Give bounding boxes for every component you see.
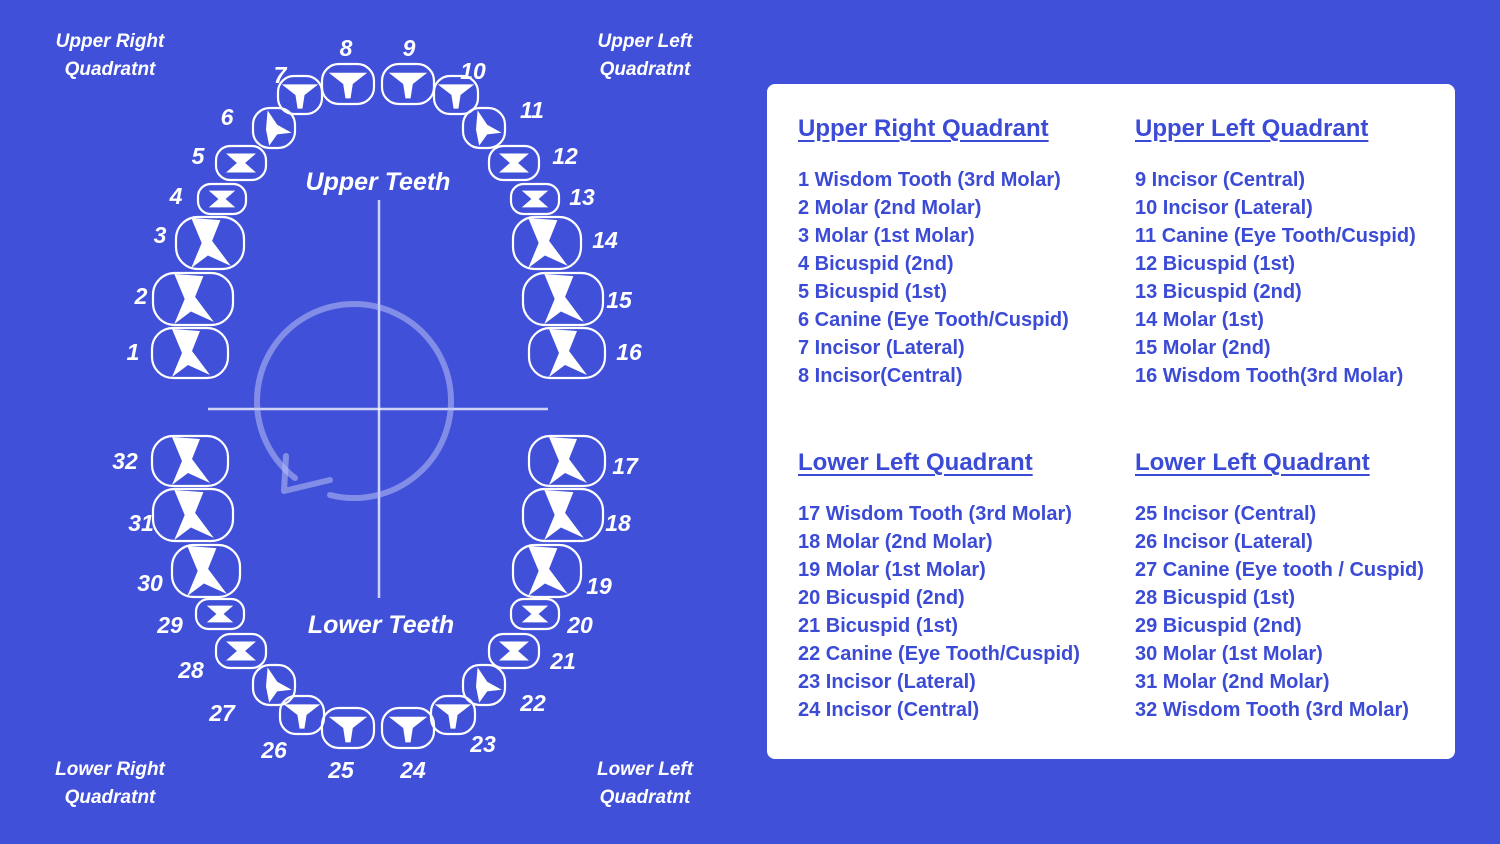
tooth-30 xyxy=(172,545,240,597)
corner-label-line: Quadratnt xyxy=(64,787,156,808)
legend-panel xyxy=(767,84,1455,759)
tooth-27 xyxy=(253,665,295,705)
tooth-crown-molar xyxy=(549,329,587,377)
tooth-number-label: 2 xyxy=(134,283,148,309)
tooth-list-item: 14 Molar (1st) xyxy=(1135,309,1264,331)
quadrant-title: Upper Right Quadrant xyxy=(798,115,1049,142)
tooth-list xyxy=(1135,166,1465,390)
tooth-crown-molar xyxy=(191,218,231,268)
tooth-list-item: 7 Incisor (Lateral) xyxy=(798,337,965,359)
tooth-number-label: 14 xyxy=(592,227,618,253)
tooth-crown-incisor xyxy=(389,717,427,743)
tooth-list xyxy=(1135,500,1465,724)
tooth-2 xyxy=(153,273,233,325)
tooth-list-item: 23 Incisor (Lateral) xyxy=(798,671,976,693)
corner-label-line: Lower Left xyxy=(596,759,694,780)
tooth-number-label: 30 xyxy=(137,570,163,596)
tooth-crown-incisor xyxy=(438,84,474,108)
tooth-list-item: 29 Bicuspid (2nd) xyxy=(1135,615,1302,637)
tooth-crown-bicuspid xyxy=(522,606,548,623)
tooth-crown-incisor xyxy=(284,704,320,728)
tooth-number-label: 4 xyxy=(169,183,183,209)
tooth-3 xyxy=(176,217,244,269)
tooth-number-label: 17 xyxy=(612,453,638,479)
tooth-number-label: 16 xyxy=(616,339,642,365)
tooth-list-item: 21 Bicuspid (1st) xyxy=(798,615,959,637)
tooth-list-item: 13 Bicuspid (2nd) xyxy=(1135,281,1302,303)
tooth-19 xyxy=(513,545,581,597)
upper-teeth-label: Upper Teeth xyxy=(305,168,451,196)
tooth-number-label: 13 xyxy=(569,184,595,210)
tooth-list-item: 9 Incisor (Central) xyxy=(1135,169,1306,191)
tooth-16 xyxy=(529,328,605,378)
tooth-29 xyxy=(196,599,244,629)
tooth-crown-molar xyxy=(172,437,210,485)
tooth-crown-molar xyxy=(172,329,210,377)
tooth-list-item: 19 Molar (1st Molar) xyxy=(798,559,986,581)
center-guides xyxy=(208,200,548,598)
tooth-number-label: 9 xyxy=(402,35,416,61)
legend-lower-left-quadrant-b xyxy=(1135,448,1465,724)
corner-label-line: Upper Right xyxy=(55,31,165,52)
lower-left-corner-label xyxy=(575,756,715,812)
tooth-crown-bicuspid xyxy=(209,191,235,208)
tooth-list-item: 22 Canine (Eye Tooth/Cuspid) xyxy=(798,643,1080,665)
tooth-crown-incisor xyxy=(282,84,318,108)
quadrant-title: Upper Left Quadrant xyxy=(1135,115,1369,142)
tooth-number-label: 10 xyxy=(460,58,486,84)
tooth-11 xyxy=(463,108,505,148)
tooth-crown-molar xyxy=(174,490,214,540)
tooth-crown-incisor xyxy=(329,73,367,99)
corner-label-line: Quadratnt xyxy=(599,59,691,80)
tooth-15 xyxy=(523,273,603,325)
tooth-crown-molar xyxy=(544,274,584,324)
tooth-list-item: 27 Canine (Eye tooth / Cuspid) xyxy=(1135,559,1424,581)
tooth-12 xyxy=(489,146,539,180)
tooth-crown-bicuspid xyxy=(226,153,256,172)
tooth-crown-molar xyxy=(549,437,587,485)
tooth-21 xyxy=(489,634,539,668)
tooth-number-label: 11 xyxy=(520,97,544,123)
tooth-31 xyxy=(153,489,233,541)
tooth-crown-incisor xyxy=(329,717,367,743)
tooth-4 xyxy=(198,184,246,214)
tooth-number-label: 26 xyxy=(261,737,287,763)
tooth-crown-molar xyxy=(544,490,584,540)
tooth-number-label: 25 xyxy=(328,757,354,783)
tooth-number-label: 7 xyxy=(273,62,287,88)
tooth-list-item: 18 Molar (2nd Molar) xyxy=(798,531,993,553)
tooth-crown-incisor xyxy=(389,73,427,99)
tooth-list-item: 31 Molar (2nd Molar) xyxy=(1135,671,1330,693)
tooth-crown-bicuspid xyxy=(499,641,529,660)
upper-right-corner-label xyxy=(40,28,180,84)
corner-label-line: Upper Left xyxy=(597,31,693,52)
tooth-list xyxy=(798,500,1128,724)
tooth-list-item: 28 Bicuspid (1st) xyxy=(1135,587,1296,609)
legend-upper-left-quadrant xyxy=(1135,114,1465,390)
tooth-list-item: 4 Bicuspid (2nd) xyxy=(798,253,954,275)
tooth-list-item: 24 Incisor (Central) xyxy=(798,699,980,721)
tooth-number-label: 29 xyxy=(157,612,183,638)
tooth-number-label: 21 xyxy=(550,648,576,674)
tooth-5 xyxy=(216,146,266,180)
tooth-number-label: 20 xyxy=(567,612,593,638)
tooth-number-label: 3 xyxy=(153,222,167,248)
tooth-crown-bicuspid xyxy=(499,153,529,172)
tooth-list-item: 1 Wisdom Tooth (3rd Molar) xyxy=(798,169,1061,191)
tooth-list-item: 2 Molar (2nd Molar) xyxy=(798,197,982,219)
tooth-13 xyxy=(511,184,559,214)
tooth-17 xyxy=(529,436,605,486)
tooth-8 xyxy=(322,64,374,104)
tooth-list-item: 32 Wisdom Tooth (3rd Molar) xyxy=(1135,699,1409,721)
tooth-number-label: 15 xyxy=(606,287,632,313)
tooth-number-label: 22 xyxy=(520,690,546,716)
tooth-number-label: 5 xyxy=(191,143,205,169)
tooth-crown-bicuspid xyxy=(522,191,548,208)
lower-teeth-label: Lower Teeth xyxy=(307,611,455,639)
tooth-25 xyxy=(322,708,374,748)
tooth-list-item: 10 Incisor (Lateral) xyxy=(1135,197,1313,219)
quadrant-title: Lower Left Quadrant xyxy=(1135,449,1370,476)
tooth-crown-canine xyxy=(266,110,292,145)
tooth-list xyxy=(798,166,1128,390)
tooth-list-item: 6 Canine (Eye Tooth/Cuspid) xyxy=(798,309,1069,331)
quadrant-title: Lower Left Quadrant xyxy=(798,449,1033,476)
tooth-list-item: 17 Wisdom Tooth (3rd Molar) xyxy=(798,503,1072,525)
tooth-crown-incisor xyxy=(435,704,471,728)
tooth-list-item: 5 Bicuspid (1st) xyxy=(798,281,947,303)
tooth-1 xyxy=(152,328,228,378)
tooth-list-item: 20 Bicuspid (2nd) xyxy=(798,587,965,609)
tooth-number-label: 18 xyxy=(605,510,631,536)
tooth-crown-canine xyxy=(476,110,502,145)
tooth-24 xyxy=(382,708,434,748)
tooth-32 xyxy=(152,436,228,486)
tooth-number-label: 24 xyxy=(400,757,426,783)
corner-label-line: Lower Right xyxy=(55,759,165,780)
tooth-list-item: 16 Wisdom Tooth(3rd Molar) xyxy=(1135,365,1404,387)
tooth-9 xyxy=(382,64,434,104)
tooth-number-label: 6 xyxy=(220,104,234,130)
tooth-list-item: 15 Molar (2nd) xyxy=(1135,337,1271,359)
tooth-number-label: 12 xyxy=(552,143,578,169)
tooth-number-label: 32 xyxy=(112,448,138,474)
tooth-number-label: 31 xyxy=(128,510,154,536)
tooth-number-label: 19 xyxy=(586,573,612,599)
corner-label-line: Quadratnt xyxy=(599,787,691,808)
tooth-number-label: 28 xyxy=(178,657,204,683)
legend-upper-right-quadrant xyxy=(798,114,1128,390)
tooth-number-label: 1 xyxy=(126,339,140,365)
tooth-list-item: 25 Incisor (Central) xyxy=(1135,503,1317,525)
tooth-crown-molar xyxy=(174,274,214,324)
tooth-28 xyxy=(216,634,266,668)
tooth-crown-canine xyxy=(476,667,502,702)
tooth-list-item: 11 Canine (Eye Tooth/Cuspid) xyxy=(1135,225,1416,247)
upper-left-corner-label xyxy=(575,28,715,84)
tooth-crown-bicuspid xyxy=(226,641,256,660)
tooth-list-item: 8 Incisor(Central) xyxy=(798,365,963,387)
tooth-list-item: 26 Incisor (Lateral) xyxy=(1135,531,1313,553)
tooth-number-label: 8 xyxy=(339,35,353,61)
tooth-18 xyxy=(523,489,603,541)
tooth-20 xyxy=(511,599,559,629)
lower-right-corner-label xyxy=(40,756,180,812)
tooth-list-item: 12 Bicuspid (1st) xyxy=(1135,253,1296,275)
tooth-crown-bicuspid xyxy=(207,606,233,623)
tooth-list-item: 30 Molar (1st Molar) xyxy=(1135,643,1323,665)
tooth-14 xyxy=(513,217,581,269)
tooth-crown-molar xyxy=(528,218,568,268)
tooth-number-label: 23 xyxy=(470,731,496,757)
tooth-list-item: 3 Molar (1st Molar) xyxy=(798,225,975,247)
tooth-number-label: 27 xyxy=(209,700,235,726)
tooth-crown-molar xyxy=(187,546,227,596)
tooth-crown-molar xyxy=(528,546,568,596)
corner-label-line: Quadratnt xyxy=(64,59,156,80)
legend-lower-left-quadrant-a xyxy=(798,448,1128,724)
